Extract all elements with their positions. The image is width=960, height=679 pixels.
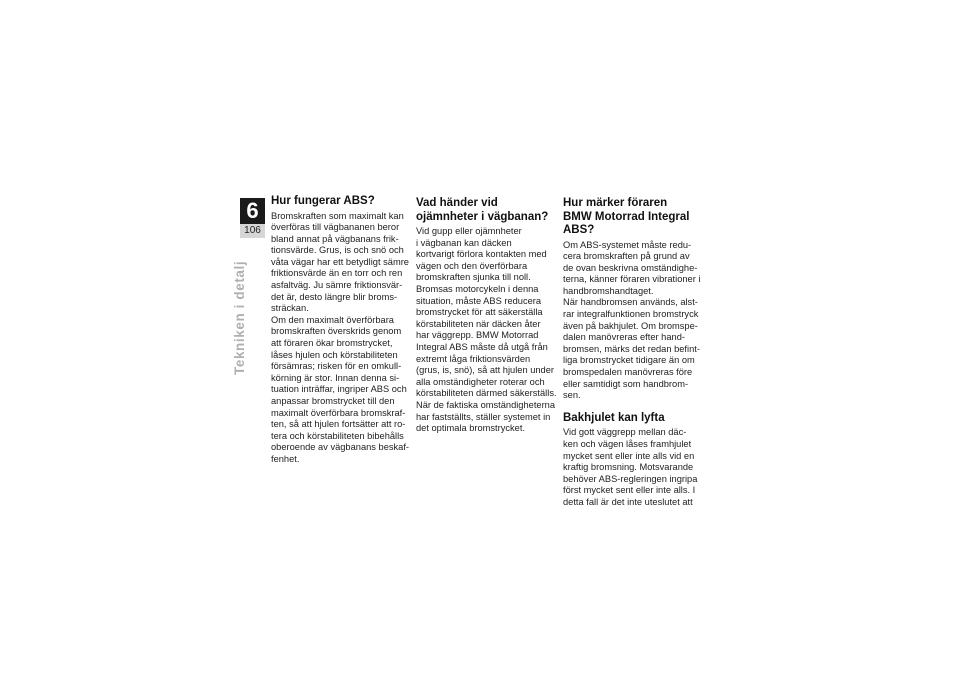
paragraph: Bromskraften som maximalt kan överföras till vägbananen beror bland annat på vägbanans frik- tionsvärde. Grus, is och snö och våta vägar har ett betydligt sämre friktionsvärde än en torr och ren asfaltväg. Ju sämre friktionsvär- det är, desto längre blir broms- sträckan. [271,210,409,314]
text-column-2 [416,195,558,435]
text-column-1 [271,195,413,466]
chapter-tab [240,198,265,240]
chapter-number: 6 [240,198,265,224]
paragraph: Vid gupp eller ojämnheter i vägbanan kan däcken kortvarigt förlora kontakten med vägen och den överförbara bromskraften sjunka till noll. Bromsas motorcykeln i denna situation, måste ABS reducera bromstrycket för att säkerställa körstabiliteten när däcken åter har väggrepp. BMW Motorrad Integral ABS måste då utgå från extremt låga friktionsvärden (grus, is, snö), så att hjulen under alla omständigheter roterar och körstabiliteten därmed säkerställs. När de faktiska omständigheterna har fastställts, ställer systemet in det optimala bromstrycket. [416,226,557,434]
paragraph: Om den maximalt överförbara bromskraften överskrids genom att föraren ökar bromstrycket, låses hjulen och körstabiliteten försämras; risken för en omkull- körning är stor. Innan denna si- tuation inträffar, ingriper ABS och anpassar bromstrycket till den maximalt överförbara bromskraf- ten, så att hjulen fortsätter att ro- tera och körstabiliteten bibehålls oberoende av vägbanans beskaf- fenhet. [271,314,410,464]
paragraph: När handbromsen används, alst- rar integralfunktionen bromstryck även på bakhjulet. Om bromspe- dalen manövreras efter hand- bromsen, märks det redan befint- liga bromstrycket tidigare än om bromspedalen manövreras före eller samtidigt som handbrom- sen. [563,297,700,401]
page-number: 106 [240,224,265,238]
heading-road-unevenness: Vad händer vid ojämnheter i vägbanan? [416,197,549,223]
heading-how-abs-works: Hur fungerar ABS? [271,195,375,207]
paragraph: Vid gott väggrepp mellan däc- ken och vägen låses framhjulet mycket sent eller inte alls vid en kraftig bromsning. Motsvarande behöver ABS-regleringen ingripa först mycket sent eller inte alls. I detta fall är det inte uteslutet att [563,427,698,507]
text-column-3 [563,195,705,508]
heading-how-rider-notices-abs: Hur märker föraren BMW Motorrad Integral ABS? [563,197,690,236]
heading-rear-wheel-lift: Bakhjulet kan lyfta [563,411,665,424]
section-title-vertical: Tekniken i detalj [232,260,247,375]
paragraph: Om ABS-systemet måste redu- cera bromskraften på grund av de ovan beskrivna omständighe- terna, känner föraren vibrationer i handbromshandtaget. [563,239,701,296]
